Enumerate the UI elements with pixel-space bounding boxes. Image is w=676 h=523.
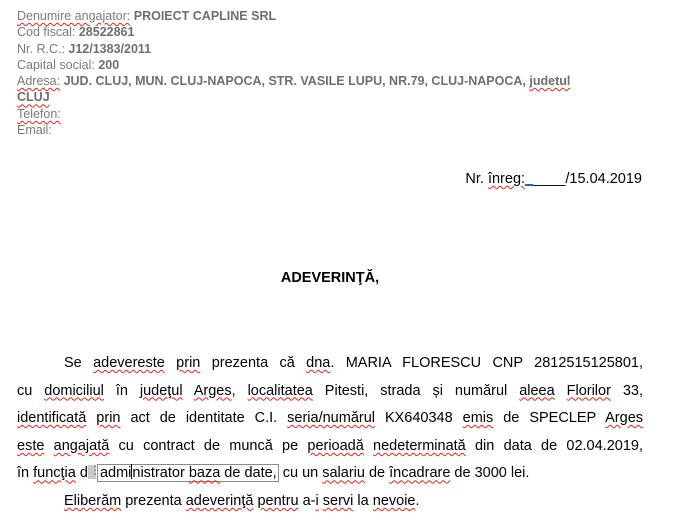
registration-blank-link[interactable]: _ xyxy=(525,171,534,187)
content-control-drag-handle-icon[interactable] xyxy=(88,465,96,479)
body-line-2: cu domiciliul în judeţul Arges, localitatea Pitesti, strada și numărul aleea Florilor 33, xyxy=(17,382,644,399)
job-title-content-control[interactable]: administrator baza de date, xyxy=(97,464,279,482)
document-title: ADEVERINŢĂ, xyxy=(280,270,380,286)
registration-date: /15.04.2019 xyxy=(565,171,642,187)
body-line-5: în funcţia d⋮ administrator baza de date, cu un salariu de încadrare de 3000 lei. xyxy=(17,460,643,488)
registration-blank: ____ xyxy=(533,171,566,187)
body-line-6: Eliberăm prezenta adeverinţă pentru a-i servi la nevoie. xyxy=(64,492,420,509)
registration-prefix: Nr. xyxy=(465,171,488,187)
phone-line xyxy=(17,106,657,122)
employer-name-label: Denumire angajator: xyxy=(17,9,131,23)
body-line-3: identificată prin act de identitate C.I. seria/numărul KX640348 emis de SPECLEP Arges xyxy=(17,410,644,427)
address-label: Adresa: xyxy=(17,74,61,89)
fiscal-code-label: Cod fiscal: xyxy=(17,25,76,40)
email-label: Email: xyxy=(17,123,52,138)
address-line-2 xyxy=(17,89,657,105)
trade-register-value: J12/1383/2011 xyxy=(68,41,152,56)
address-line xyxy=(17,73,657,89)
email-line xyxy=(17,122,657,138)
capital-line xyxy=(17,57,657,73)
body-line-1: Se adevereste prin prezenta că dna. MARIA FLORESCU CNP 2812515125801, xyxy=(64,355,644,371)
address-judet: judetul xyxy=(529,74,571,89)
fiscal-code-line xyxy=(17,24,657,40)
employer-header xyxy=(17,8,657,138)
certificate-body xyxy=(17,350,643,516)
registration-number xyxy=(465,171,642,187)
trade-register-label: Nr. R.C.: xyxy=(17,41,65,56)
fiscal-code-value: 28522861 xyxy=(78,25,135,40)
registration-inreg: înreg: xyxy=(487,171,526,187)
capital-value: 200 xyxy=(98,57,120,72)
body-line-4: este angajată cu contract de muncă pe perioadă nedeterminată din data de 02.04.2019, xyxy=(17,437,643,454)
employer-name-value: PROIECT CAPLINE SRL xyxy=(133,9,277,23)
address-county: CLUJ xyxy=(17,90,50,105)
employer-name-line xyxy=(17,8,657,24)
phone-label: Telefon: xyxy=(17,106,61,121)
address-value: JUD. CLUJ, MUN. CLUJ-NAPOCA, STR. VASILE LUPU, NR.79, CLUJ-NAPOCA, xyxy=(63,74,526,89)
capital-label: Capital social: xyxy=(17,57,95,72)
trade-register-line xyxy=(17,41,657,57)
